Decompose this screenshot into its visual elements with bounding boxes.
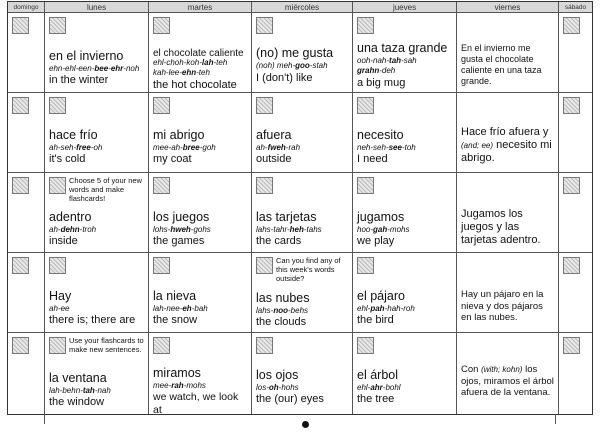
checkbox-square [563,177,580,194]
pronunciation: lah-behn-tah-nah [49,386,111,395]
header-thursday: jueves [353,2,457,13]
checkbox-square [357,257,374,274]
english-meaning: in the winter [49,74,109,86]
vocab-word: afuera [256,128,292,142]
checkbox-square [153,177,170,194]
week2-tuesday [149,93,252,173]
week3-monday [45,173,149,253]
week4-wednesday [252,253,353,333]
week2-saturday [559,93,592,173]
header-friday: viernes [457,2,559,13]
checkbox-square [49,97,66,114]
checkbox-square [256,177,273,194]
vocab-word: en el invierno [49,49,124,63]
english-meaning: outside [256,153,292,165]
binding-hole [302,421,309,428]
week5-sunday [8,333,45,414]
week3-saturday [559,173,592,253]
english-meaning: the cards [256,235,302,247]
english-meaning: there is; there are [49,314,136,326]
checkbox-square [256,97,273,114]
checkbox-square [49,177,66,194]
week4-saturday [559,253,592,333]
pronunciation: lahs-tahr-heh-tahs [256,225,322,234]
pronunciation: ah-seh-free-oh [49,143,103,152]
english-meaning: the bird [357,314,394,326]
week3-tuesday [149,173,252,253]
pronunciation: lah-nee-eh-bah [153,304,208,313]
vocab-word: los ojos [256,368,299,382]
vocab-word: el pájaro [357,289,405,303]
header-wednesday: miércoles [252,2,353,13]
checkbox-square [49,17,66,34]
weekly-calendar [7,1,593,415]
week3-friday [457,173,559,253]
english-meaning: inside [49,235,78,247]
week1-sunday [8,13,45,93]
checkbox-square [12,257,29,274]
pronunciation: (noh) meh-goo-stah [256,61,328,70]
page-edge-mark [555,414,556,424]
checkbox-square [153,97,170,114]
checkbox-square [563,337,580,354]
vocab-word: jugamos [357,210,405,224]
week1-saturday [559,13,592,93]
header-saturday: sábado [559,2,592,13]
english-meaning: the (our) eyes [256,393,324,405]
week4-sunday [8,253,45,333]
week3-sunday [8,173,45,253]
pronunciation: neh-seh-see-toh [357,143,416,152]
checkbox-square [563,17,580,34]
week2-thursday [353,93,457,173]
english-meaning: the tree [357,393,395,405]
week2-friday [457,93,559,173]
vocab-word: una taza grande [357,41,448,55]
pronunciation: hoo-gah-mohs [357,225,410,234]
header-sunday: domingo [8,2,45,13]
week1-friday [457,13,559,93]
practice-sentence: Con (with; kohn) los ojos, miramos el árbol afuera de la ventana. [461,364,554,398]
pronunciation: lahs-noo-behs [256,306,309,315]
week2-sunday [8,93,45,173]
checkbox-square [256,17,273,34]
english-meaning: we watch, we look at [153,391,239,414]
checkbox-square [12,337,29,354]
week3-thursday [353,173,457,253]
vocab-word: hace frío [49,128,98,142]
vocab-word: mi abrigo [153,128,205,142]
checkbox-square [563,97,580,114]
vocab-word: necesito [357,128,404,142]
week5-saturday [559,333,592,414]
vocab-word: miramos [153,366,201,380]
vocab-word: Hay [49,289,72,303]
week1-thursday [353,13,457,93]
week4-friday [457,253,559,333]
pronunciation: ehl-choh-koh-lah-teh [153,58,228,67]
english-meaning: we play [357,235,395,247]
practice-sentence: Hace frío afuera y (and; ee) necesito mi abrigo. [461,126,552,164]
vocab-word: (no) me gusta [256,46,334,60]
week4-thursday [353,253,457,333]
pronunciation: ooh-nah-tah-sah [357,56,417,65]
checkbox-square [153,17,170,34]
english-meaning: the clouds [256,316,307,328]
pronunciation: ah-ee [49,304,70,313]
checkbox-square [49,257,66,274]
checkbox-square [256,257,273,274]
pronunciation: ehl-pah-hah-roh [357,304,415,313]
pronunciation: ehl-ahr-bohl [357,383,401,392]
week4-monday [45,253,149,333]
checkbox-square [12,97,29,114]
week2-wednesday [252,93,353,173]
week1-monday [45,13,149,93]
pronunciation: kah-lee-ehn-teh [153,68,210,77]
vocab-word: el árbol [357,368,398,382]
english-meaning: my coat [153,153,192,165]
week3-wednesday [252,173,353,253]
week4-tuesday [149,253,252,333]
activity-note: Can you find any of this week's words outside? [276,256,341,283]
week5-tuesday [149,333,252,414]
english-meaning: the window [49,396,105,408]
english-meaning: the games [153,235,205,247]
checkbox-square [12,177,29,194]
checkbox-square [153,257,170,274]
checkbox-square [153,337,170,354]
pronunciation: lohs-hweh-gohs [153,225,211,234]
english-meaning: a big mug [357,77,406,89]
practice-sentence: Hay un pájaro en la nieva y dos pájaros en las nubes. [461,289,544,323]
vocab-word: la ventana [49,371,107,385]
english-meaning: it's cold [49,153,86,165]
pronunciation: mee-ah-bree-goh [153,143,216,152]
header-tuesday: martes [149,2,252,13]
english-meaning: I need [357,153,388,165]
week1-tuesday [149,13,252,93]
checkbox-square [12,17,29,34]
english-meaning: I (don't) like [256,72,313,84]
pronunciation: mee-rah-mohs [153,381,206,390]
checkbox-square [49,337,66,354]
checkbox-square [357,177,374,194]
practice-sentence: Jugamos los juegos y las tarjetas adentro. [461,208,541,246]
checkbox-square [357,17,374,34]
activity-note: Choose 5 of your new words and make flashcards! [69,176,142,203]
activity-note: Use your flashcards to make new sentences. [69,336,144,354]
checkbox-square [256,337,273,354]
pronunciation: grahn-deh [357,66,396,75]
week1-wednesday [252,13,353,93]
english-meaning: the hot chocolate [153,79,237,91]
vocab-word: las nubes [256,291,310,305]
week2-monday [45,93,149,173]
vocab-word: la nieva [153,289,197,303]
vocab-word: los juegos [153,210,210,224]
checkbox-square [357,97,374,114]
pronunciation: ah-dehn-troh [49,225,97,234]
page-edge-mark [44,414,45,424]
pronunciation: ehn-ehl-een-bee-ehr-noh [49,64,140,73]
english-meaning: the snow [153,314,198,326]
header-monday: lunes [45,2,149,13]
pronunciation: ah-fweh-rah [256,143,301,152]
vocab-word: adentro [49,210,92,224]
checkbox-square [357,337,374,354]
week5-wednesday [252,333,353,414]
vocab-word: las tarjetas [256,210,317,224]
vocab-word: el chocolate caliente [153,48,244,59]
practice-sentence: En el invierno me gusta el chocolate caliente en una taza grande. [461,43,542,86]
week5-monday [45,333,149,414]
week5-friday [457,333,559,414]
checkbox-square [563,257,580,274]
week5-thursday [353,333,457,414]
pronunciation: los-oh-hohs [256,383,299,392]
